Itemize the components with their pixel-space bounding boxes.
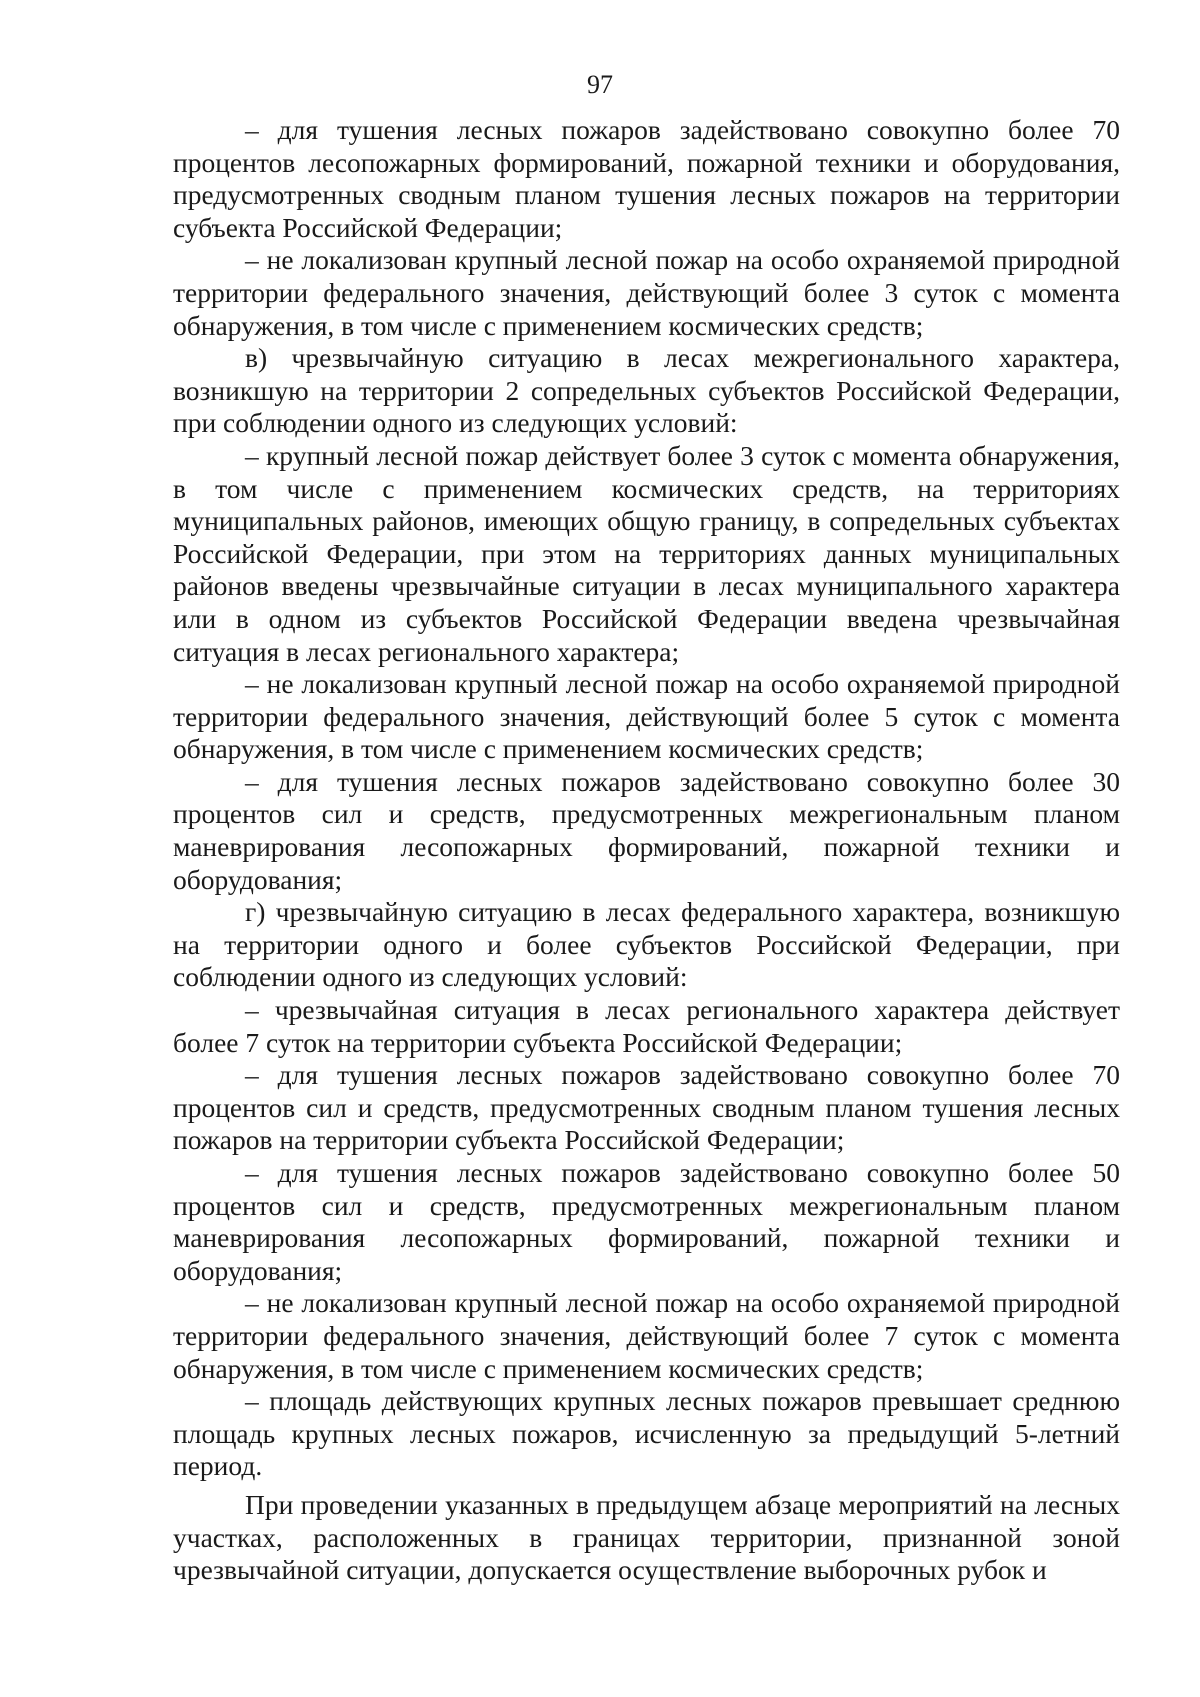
paragraph-13: При проведении указанных в предыдущем абзаце мероприятий на лесных участках, расположенных в границах территории, признанной зоной чрезвычайной ситуации, допускается осуществление выборочных рубок и (173, 1488, 1120, 1586)
paragraph-11: – не локализован крупный лесной пожар на особо охраняемой природной территории федерального значения, действующий более 7 суток с момента обнаружения, в том числе с применением космических средств; (173, 1287, 1120, 1384)
paragraph-8: – чрезвычайная ситуация в лесах регионального характера действует более 7 суток на территории субъекта Российской Федерации; (173, 994, 1120, 1058)
page-number: 97 (587, 70, 613, 99)
paragraph-9: – для тушения лесных пожаров задействовано совокупно более 70 процентов сил и средств, предусмотренных сводным планом тушения лесных пожаров на территории субъекта Российской Федерации; (173, 1059, 1120, 1156)
paragraph-7: г) чрезвычайную ситуацию в лесах федерального характера, возникшую на территории одного и более субъектов Российской Федерации, при соблюдении одного из следующих условий: (173, 896, 1120, 993)
paragraph-6: – для тушения лесных пожаров задействовано совокупно более 30 процентов сил и средств, предусмотренных межрегиональным планом маневрирования лесопожарных формирований, пожарной техники и оборудования; (173, 765, 1120, 895)
paragraph-5: – не локализован крупный лесной пожар на особо охраняемой природной территории федерального значения, действующий более 5 суток с момента обнаружения, в том числе с применением космических средств; (173, 668, 1120, 765)
paragraph-4: – крупный лесной пожар действует более 3 суток с момента обнаружения, в том числе с применением космических средств, на территориях муниципальных районов, имеющих общую границу, в сопредельных субъектах Российской Федерации, при этом на территориях данных муниципальных районов введены чрезвычайные ситуации в лесах муниципального характера или в одном из субъектов Российской Федерации введена чрезвычайная ситуация в лесах регионального характера; (173, 439, 1120, 667)
paragraph-2: – не локализован крупный лесной пожар на особо охраняемой природной территории федерального значения, действующий более 3 суток с момента обнаружения, в том числе с применением космических средств; (173, 244, 1120, 341)
paragraph-3: в) чрезвычайную ситуацию в лесах межрегионального характера, возникшую на территории 2 сопредельных субъектов Российской Федерации, при соблюдении одного из следующих условий: (173, 342, 1120, 439)
paragraph-10: – для тушения лесных пожаров задействовано совокупно более 50 процентов сил и средств, предусмотренных межрегиональным планом маневрирования лесопожарных формирований, пожарной техники и оборудования; (173, 1157, 1120, 1286)
document-body (173, 114, 1120, 1587)
paragraph-12: – площадь действующих крупных лесных пожаров превышает среднюю площадь крупных лесных пожаров, исчисленную за предыдущий 5-летний период. (173, 1385, 1120, 1482)
paragraph-1: – для тушения лесных пожаров задействовано совокупно более 70 процентов лесопожарных формирований, пожарной техники и оборудования, предусмотренных сводным планом тушения лесных пожаров на территории субъекта Российской Федерации; (173, 114, 1120, 243)
